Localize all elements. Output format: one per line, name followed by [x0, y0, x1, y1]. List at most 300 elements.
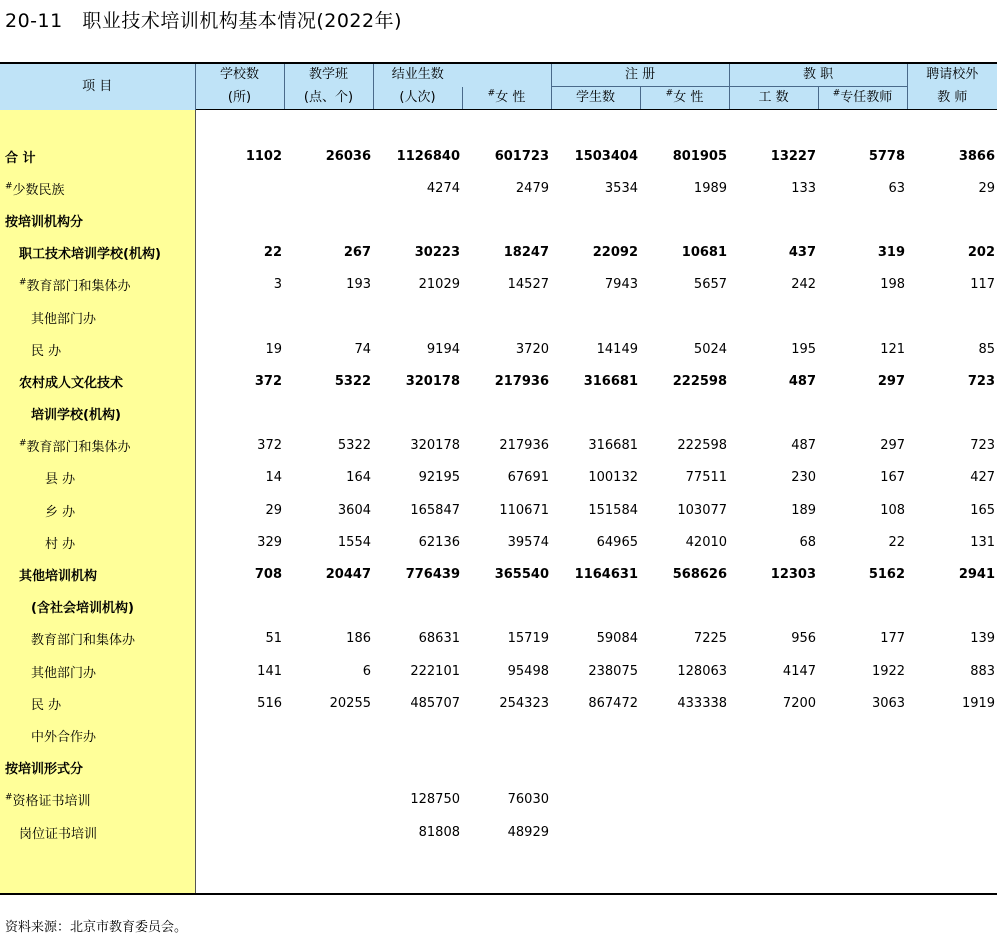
value-cell: 4147 — [782, 663, 817, 679]
value-cell: 5024 — [693, 341, 728, 357]
value-cell: 30223 — [414, 245, 460, 261]
value-cell: 64965 — [596, 534, 638, 550]
value-cell: 76030 — [507, 792, 549, 808]
row-label-text: 教育部门和集体办 — [31, 633, 136, 649]
value-cell: 141 — [257, 663, 282, 679]
row-label-text: 其他部门办 — [31, 665, 97, 681]
value-cell: 81808 — [418, 824, 460, 840]
value-cell — [462, 204, 551, 236]
value-cell: 128063 — [677, 663, 728, 679]
row-label — [0, 140, 195, 172]
value-cell: 316681 — [583, 373, 638, 389]
value-cell: 433338 — [677, 695, 728, 711]
value-cell — [640, 816, 729, 848]
value-cell — [373, 591, 462, 623]
row-label-text: 培训学校(机构) — [31, 408, 121, 424]
value-cell: 189 — [791, 502, 817, 518]
value-cell — [818, 204, 907, 236]
value-cell: 139 — [970, 631, 996, 647]
value-cell: 230 — [791, 470, 817, 486]
value-cell: 437 — [788, 245, 817, 261]
value-cell: 485707 — [410, 695, 460, 711]
row-label-text: 资格证书培训 — [12, 794, 91, 810]
value-cell: 320178 — [405, 373, 460, 389]
spacer-cell — [640, 110, 729, 141]
value-cell — [195, 398, 284, 430]
row-label-text: 民 办 — [31, 343, 62, 359]
value-cell: 238075 — [588, 663, 638, 679]
row-label — [0, 687, 195, 719]
value-cell: 5322 — [337, 438, 371, 454]
value-cell: 5778 — [868, 148, 906, 164]
source-note: 资料来源：北京市教育委员会。 — [5, 920, 188, 935]
row-label — [0, 269, 195, 301]
value-cell: 20255 — [329, 695, 371, 711]
value-cell: 22 — [263, 245, 282, 261]
table-row — [0, 172, 997, 204]
header-enrolled-female — [640, 87, 729, 110]
value-cell: 883 — [970, 663, 996, 679]
value-cell: 12303 — [770, 567, 817, 583]
value-cell: 121 — [880, 341, 906, 357]
table-row — [0, 140, 997, 172]
value-cell — [195, 204, 284, 236]
value-cell — [551, 719, 640, 751]
value-cell — [818, 301, 907, 333]
value-cell: 3 — [273, 277, 282, 293]
table-row — [0, 655, 997, 687]
value-cell: 131 — [970, 534, 996, 550]
header-staff-fulltime — [818, 87, 907, 110]
value-cell: 1922 — [871, 663, 906, 679]
value-cell: 29 — [978, 180, 996, 196]
row-label-text: 其他部门办 — [31, 311, 97, 327]
table-row — [0, 558, 997, 590]
value-cell: 1989 — [693, 180, 728, 196]
value-cell — [729, 591, 818, 623]
mark-symbol: # — [19, 438, 27, 449]
mark-symbol: # — [5, 181, 13, 192]
row-label — [0, 333, 195, 365]
value-cell — [907, 752, 997, 784]
value-cell: 516 — [257, 695, 282, 711]
row-label-text: 农村成人文化技术 — [19, 375, 124, 391]
value-cell: 48929 — [507, 824, 549, 840]
value-cell — [373, 752, 462, 784]
value-cell: 242 — [791, 277, 817, 293]
value-cell: 4274 — [426, 180, 460, 196]
value-cell — [195, 172, 284, 204]
spacer-cell — [373, 848, 462, 894]
header-external-sub: 教 师 — [907, 87, 997, 110]
value-cell: 100132 — [588, 470, 638, 486]
value-cell: 177 — [880, 631, 906, 647]
value-cell: 202 — [967, 245, 996, 261]
table-row — [0, 752, 997, 784]
value-cell: 63 — [888, 180, 906, 196]
table-row — [0, 494, 997, 526]
row-label-text: 村 办 — [45, 536, 76, 552]
row-label — [0, 784, 195, 816]
spacer-cell — [551, 110, 640, 141]
value-cell — [373, 398, 462, 430]
table-row — [0, 816, 997, 848]
value-cell — [818, 719, 907, 751]
value-cell: 7943 — [604, 277, 638, 293]
row-label-text: 按培训机构分 — [5, 214, 84, 230]
value-cell — [551, 398, 640, 430]
value-cell: 164 — [346, 470, 371, 486]
value-cell — [818, 816, 907, 848]
value-cell: 15719 — [507, 631, 549, 647]
spacer-cell — [195, 110, 284, 141]
value-cell: 92195 — [418, 470, 460, 486]
value-cell — [195, 752, 284, 784]
value-cell: 165847 — [410, 502, 460, 518]
value-cell: 13227 — [770, 148, 817, 164]
row-label-text: 岗位证书培训 — [19, 826, 98, 842]
value-cell — [818, 752, 907, 784]
value-cell: 217936 — [494, 373, 549, 389]
value-cell: 18247 — [503, 245, 549, 261]
spacer-cell — [818, 110, 907, 141]
row-label — [0, 526, 195, 558]
spacer-cell — [373, 110, 462, 141]
header-classes-unit: (点、个) — [284, 87, 373, 110]
value-cell: 68631 — [418, 631, 460, 647]
table-row — [0, 591, 997, 623]
row-label — [0, 462, 195, 494]
value-cell: 6 — [362, 663, 371, 679]
value-cell — [907, 784, 997, 816]
value-cell: 319 — [877, 245, 906, 261]
value-cell: 62136 — [418, 534, 460, 550]
value-cell: 3866 — [958, 148, 996, 164]
value-cell: 108 — [880, 502, 906, 518]
value-cell: 601723 — [494, 148, 549, 164]
table-row — [0, 365, 997, 397]
value-cell: 165 — [970, 502, 996, 518]
value-cell: 59084 — [596, 631, 638, 647]
value-cell — [373, 301, 462, 333]
statistics-table-container — [0, 62, 997, 895]
value-cell — [551, 204, 640, 236]
row-label — [0, 719, 195, 751]
mark-symbol: # — [487, 88, 496, 99]
row-label — [0, 172, 195, 204]
value-cell: 267 — [343, 245, 371, 261]
value-cell: 167 — [880, 470, 906, 486]
statistics-table — [0, 62, 997, 895]
value-cell: 776439 — [405, 567, 460, 583]
row-label-text: 按培训形式分 — [5, 762, 84, 778]
value-cell: 21029 — [418, 277, 460, 293]
table-row — [0, 719, 997, 751]
spacer-cell — [907, 848, 997, 894]
row-label — [0, 655, 195, 687]
value-cell — [818, 784, 907, 816]
value-cell — [373, 719, 462, 751]
value-cell: 3534 — [604, 180, 638, 196]
header-item: 项 目 — [0, 63, 195, 110]
value-cell: 217936 — [499, 438, 549, 454]
table-row — [0, 333, 997, 365]
value-cell: 1102 — [245, 148, 282, 164]
value-cell — [907, 204, 997, 236]
value-cell — [551, 752, 640, 784]
value-cell: 708 — [254, 567, 282, 583]
value-cell — [284, 398, 373, 430]
value-cell: 222598 — [672, 373, 728, 389]
value-cell — [462, 591, 551, 623]
value-cell — [195, 719, 284, 751]
value-cell: 2941 — [958, 567, 996, 583]
value-cell — [640, 784, 729, 816]
table-row — [0, 237, 997, 269]
header-graduates-blank — [462, 63, 551, 87]
value-cell: 103077 — [677, 502, 728, 518]
value-cell: 723 — [967, 373, 996, 389]
value-cell — [818, 398, 907, 430]
row-label-text: 中外合作办 — [31, 729, 97, 745]
value-cell — [729, 719, 818, 751]
row-label — [0, 494, 195, 526]
row-label — [0, 204, 195, 236]
spacer-row — [0, 110, 997, 141]
value-cell: 7225 — [693, 631, 728, 647]
value-cell: 320178 — [410, 438, 460, 454]
value-cell: 5162 — [868, 567, 906, 583]
value-cell — [818, 591, 907, 623]
value-cell — [551, 301, 640, 333]
value-cell — [195, 816, 284, 848]
spacer-cell — [462, 848, 551, 894]
spacer-row — [0, 848, 997, 894]
value-cell: 14527 — [507, 277, 549, 293]
row-label — [0, 752, 195, 784]
value-cell — [729, 784, 818, 816]
value-cell — [907, 301, 997, 333]
row-label — [0, 623, 195, 655]
value-cell: 3063 — [871, 695, 906, 711]
value-cell — [729, 204, 818, 236]
value-cell — [551, 816, 640, 848]
value-cell: 128750 — [410, 792, 460, 808]
header-staff-fulltime-label: 专任教师 — [840, 90, 893, 105]
value-cell — [284, 204, 373, 236]
value-cell — [907, 816, 997, 848]
value-cell: 68 — [799, 534, 817, 550]
mark-symbol: # — [832, 88, 841, 99]
row-label — [0, 365, 195, 397]
table-row — [0, 526, 997, 558]
spacer-cell — [729, 110, 818, 141]
value-cell — [640, 752, 729, 784]
value-cell: 193 — [346, 277, 371, 293]
value-cell — [373, 204, 462, 236]
value-cell — [907, 398, 997, 430]
spacer-cell — [818, 848, 907, 894]
table-row — [0, 784, 997, 816]
value-cell: 26036 — [325, 148, 371, 164]
spacer-cell — [284, 848, 373, 894]
value-cell: 198 — [880, 277, 906, 293]
header-schools: 学校数 — [195, 63, 284, 87]
value-cell: 723 — [970, 438, 996, 454]
value-cell: 1126840 — [396, 148, 460, 164]
value-cell — [462, 398, 551, 430]
value-cell — [640, 301, 729, 333]
header-schools-unit: (所) — [195, 87, 284, 110]
spacer-cell — [551, 848, 640, 894]
value-cell — [462, 301, 551, 333]
value-cell: 151584 — [588, 502, 638, 518]
value-cell: 316681 — [588, 438, 638, 454]
header-graduates-female-label: 女 性 — [495, 89, 526, 105]
header-enrolled-female-label: 女 性 — [673, 90, 704, 105]
value-cell — [551, 591, 640, 623]
value-cell: 195 — [791, 341, 817, 357]
value-cell — [284, 752, 373, 784]
value-cell — [284, 172, 373, 204]
value-cell: 85 — [978, 341, 996, 357]
value-cell: 487 — [788, 373, 817, 389]
row-label — [0, 430, 195, 462]
value-cell: 3604 — [337, 502, 371, 518]
value-cell: 77511 — [685, 470, 728, 486]
value-cell — [640, 398, 729, 430]
row-label-text: (含社会培训机构) — [31, 601, 134, 617]
value-cell: 1554 — [337, 534, 371, 550]
row-label — [0, 816, 195, 848]
value-cell — [284, 301, 373, 333]
value-cell — [729, 398, 818, 430]
value-cell — [195, 784, 284, 816]
value-cell: 22092 — [592, 245, 638, 261]
page-title: 20-11 职业技术培训机构基本情况(2022年) — [5, 10, 403, 32]
header-enrolled-group: 注 册 — [551, 63, 729, 87]
table-row — [0, 462, 997, 494]
spacer-cell — [729, 848, 818, 894]
table-header — [0, 63, 997, 110]
value-cell — [907, 719, 997, 751]
value-cell: 14 — [265, 470, 282, 486]
header-classes: 教学班 — [284, 63, 373, 87]
header-staff-sub: 工 数 — [729, 87, 818, 110]
value-cell — [284, 816, 373, 848]
table-row — [0, 687, 997, 719]
row-label — [0, 558, 195, 590]
row-label — [0, 591, 195, 623]
row-label-text: 县 办 — [45, 472, 76, 488]
value-cell: 5322 — [334, 373, 371, 389]
value-cell: 20447 — [325, 567, 371, 583]
value-cell: 51 — [265, 631, 282, 647]
table-row — [0, 269, 997, 301]
table-row — [0, 398, 997, 430]
value-cell: 956 — [791, 631, 817, 647]
value-cell: 1503404 — [574, 148, 638, 164]
row-label-text: 民 办 — [31, 697, 62, 713]
value-cell — [640, 591, 729, 623]
value-cell — [551, 784, 640, 816]
value-cell: 39574 — [507, 534, 549, 550]
header-graduates-unit: (人次) — [373, 87, 462, 110]
value-cell — [729, 301, 818, 333]
value-cell: 254323 — [499, 695, 549, 711]
value-cell — [729, 752, 818, 784]
spacer-cell — [907, 110, 997, 141]
value-cell — [195, 301, 284, 333]
value-cell: 297 — [880, 438, 906, 454]
value-cell — [907, 591, 997, 623]
header-external: 聘请校外 — [907, 63, 997, 87]
value-cell: 67691 — [507, 470, 549, 486]
value-cell: 19 — [265, 341, 282, 357]
value-cell: 95498 — [507, 663, 549, 679]
row-label-text: 职工技术培训学校(机构) — [19, 247, 161, 263]
value-cell: 427 — [970, 470, 996, 486]
value-cell: 7200 — [782, 695, 817, 711]
table-row — [0, 204, 997, 236]
row-label-text: 合 计 — [5, 150, 36, 166]
value-cell: 117 — [970, 277, 996, 293]
value-cell: 14149 — [596, 341, 638, 357]
value-cell: 5657 — [693, 277, 728, 293]
spacer-cell — [462, 110, 551, 141]
value-cell: 29 — [265, 502, 282, 518]
mark-symbol: # — [665, 88, 674, 99]
value-cell: 222101 — [410, 663, 460, 679]
table-row — [0, 430, 997, 462]
value-cell: 1919 — [961, 695, 996, 711]
value-cell: 22 — [888, 534, 906, 550]
value-cell: 365540 — [494, 567, 549, 583]
row-label-text: 教育部门和集体办 — [26, 440, 131, 456]
value-cell: 372 — [257, 438, 282, 454]
value-cell — [284, 784, 373, 816]
table-body — [0, 110, 997, 895]
value-cell: 801905 — [672, 148, 728, 164]
row-label — [0, 301, 195, 333]
spacer-cell — [195, 848, 284, 894]
value-cell: 1164631 — [574, 567, 638, 583]
mark-symbol: # — [5, 793, 13, 804]
value-cell — [284, 591, 373, 623]
value-cell — [640, 204, 729, 236]
value-cell: 186 — [346, 631, 371, 647]
row-label-text: 其他培训机构 — [19, 569, 98, 585]
header-graduates: 结业生数 — [373, 63, 462, 87]
value-cell — [195, 591, 284, 623]
value-cell: 3720 — [515, 341, 549, 357]
value-cell — [284, 719, 373, 751]
value-cell: 10681 — [681, 245, 728, 261]
label-cell — [0, 110, 195, 141]
header-staff-group: 教 职 — [729, 63, 907, 87]
value-cell: 74 — [354, 341, 371, 357]
table-row — [0, 301, 997, 333]
value-cell: 222598 — [677, 438, 728, 454]
value-cell: 487 — [791, 438, 817, 454]
value-cell: 9194 — [426, 341, 460, 357]
row-label-text: 教育部门和集体办 — [26, 279, 131, 295]
value-cell: 42010 — [685, 534, 728, 550]
value-cell — [462, 719, 551, 751]
row-label-text: 乡 办 — [45, 504, 76, 520]
value-cell: 133 — [791, 180, 817, 196]
value-cell — [462, 752, 551, 784]
